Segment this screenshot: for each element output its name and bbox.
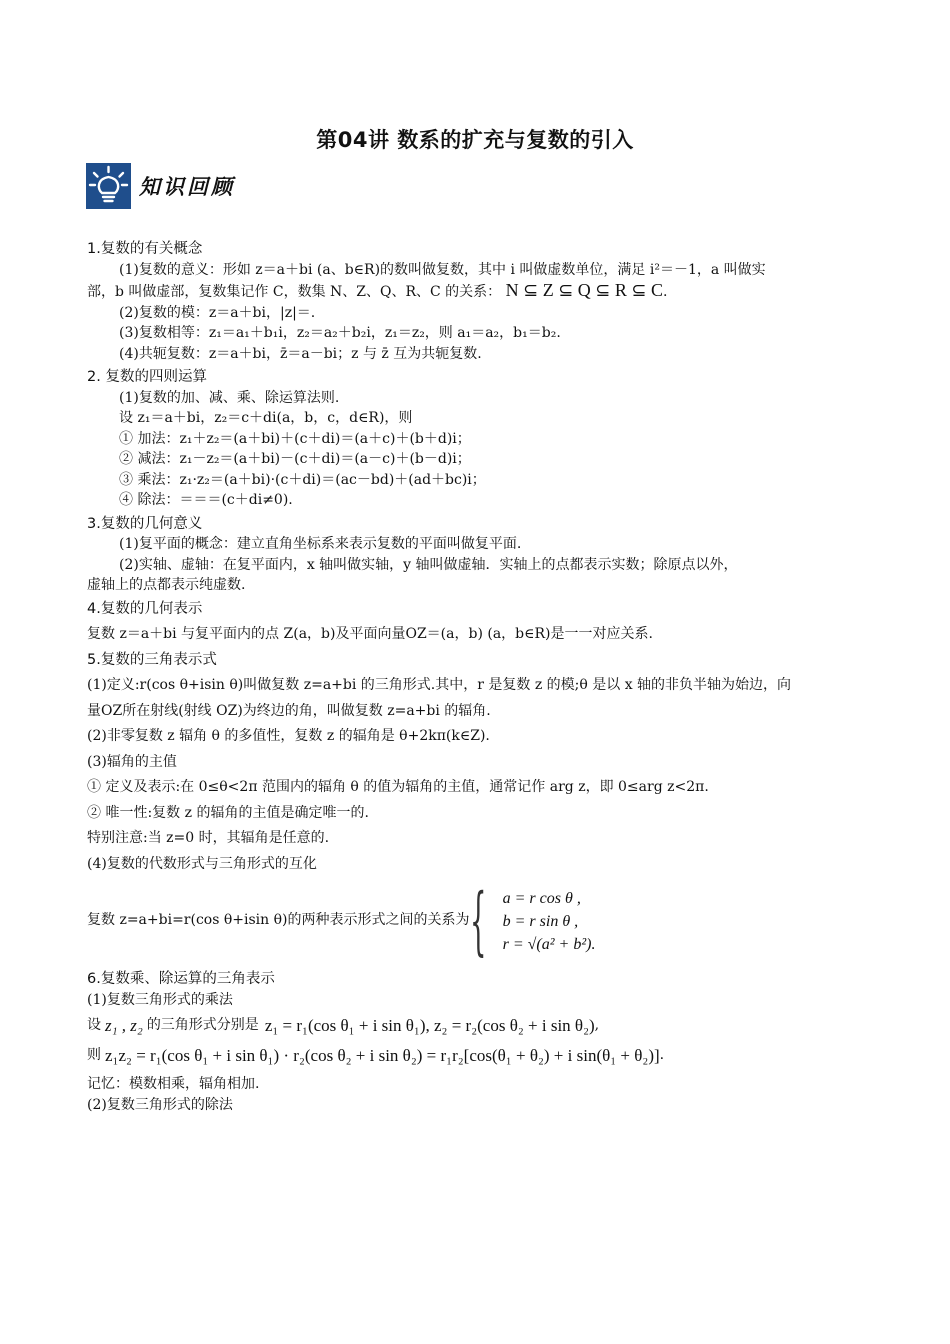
s2-addition: ① 加法：z₁＋z₂＝(a＋bi)＋(c＋di)＝(a＋c)＋(b＋d)i；	[119, 430, 471, 447]
s2-division: ④ 除法：＝＝＝(c＋di≠0).	[119, 492, 293, 508]
equation-a: a = r cos θ ,	[502, 889, 581, 907]
s3-paragraph-2b: 虚轴上的点都表示纯虚数.	[87, 577, 246, 593]
s5-paragraph-4: ① 定义及表示:在 0≤θ<2π 范围内的辐角 θ 的值为辐角的主值，通常记作 arg z，即 0≤arg z<2π.	[87, 779, 709, 795]
s2-subtraction: ② 减法：z₁－z₂＝(a＋bi)－(c＋di)＝(a－c)＋(b－d)i；	[119, 451, 471, 467]
s6-then: 则	[87, 1046, 101, 1063]
s6-product-period: .	[659, 1046, 665, 1063]
section-4-heading: 4.复数的几何表示	[87, 600, 203, 617]
conversion-relation	[87, 878, 867, 964]
s5-paragraph-1a: (1)定义:r(cos θ+isin θ)叫做复数 z=a+bi 的三角形式.其中，r 是复数 z 的模;θ 是以 x 轴的非负半轴为始边，向	[87, 677, 792, 693]
left-brace: {	[469, 878, 487, 964]
s4-paragraph-1: 复数 z＝a＋bi 与复平面内的点 Z(a，b)及平面向量OZ＝(a，b) (a，b∈R)是一一对应关系.	[87, 626, 653, 642]
s5-paragraph-7: (4)复数的代数形式与三角形式的互化	[87, 855, 317, 872]
s5-paragraph-1b: 量OZ所在射线(射线 OZ)为终边的角，叫做复数 z=a+bi 的辐角.	[87, 702, 491, 719]
section-1-heading: 1.复数的有关概念	[87, 241, 203, 257]
banner-label: 知识回顾	[139, 175, 235, 199]
equation-r: r = √(a² + b²).	[502, 935, 596, 953]
s2-multiplication: ③ 乘法：z₁·z₂＝(a＋bi)·(c＋di)＝(ac－bd)＋(ad＋bc)i；	[119, 471, 486, 488]
equation-b: b = r sin θ ,	[502, 912, 579, 930]
section-banner	[86, 162, 235, 210]
s6-paragraph-1: (1)复数三角形式的乘法	[87, 991, 233, 1008]
s6-product-formula: z₁z₂ = r₁(cos θ₁ + i sin θ₁) · r₂(cos θ₂ + i sin θ₂) = r₁r₂[cos(θ₁ + θ₂) + i sin(θ₁ + θ₂)]	[105, 1045, 660, 1065]
s6-trig-label: 的三角形式分别是	[146, 1017, 259, 1033]
s5-paragraph-5: ② 唯一性:复数 z 的辐角的主值是确定唯一的.	[87, 804, 369, 821]
s1-paragraph-1b: 部，b 叫做虚部，复数集记作 C，数集 N、Z、Q、R、C 的关系： N ⊆ Z ⊆ Q ⊆ R ⊆ C.	[87, 280, 668, 300]
s5-paragraph-2: (2)非零复数 z 辐角 θ 的多值性，复数 z 的辐角是 θ+2kπ(k∈Z).	[87, 728, 490, 744]
s6-trig-formula: z₁ = r₁(cos θ₁ + i sin θ₁), z₂ = r₂(cos θ₂ + i sin θ₂)	[264, 1016, 595, 1035]
lightbulb-icon	[86, 163, 131, 209]
s5-paragraph-3: (3)辐角的主值	[87, 753, 177, 770]
content-body	[87, 236, 867, 1116]
number-set-relation: N ⊆ Z ⊆ Q ⊆ R ⊆ C	[505, 280, 663, 300]
s3-paragraph-2a: (2)实轴、虚轴：在复平面内，x 轴叫做实轴，y 轴叫做虚轴．实轴上的点都表示实数；除原点以外，	[119, 556, 738, 573]
s5-paragraph-6: 特别注意:当 z=0 时，其辐角是任意的.	[87, 830, 330, 846]
section-6-heading: 6.复数乘、除运算的三角表示	[87, 971, 275, 987]
s2-paragraph-2: 设 z₁＝a＋bi，z₂＝c＋di(a，b，c，d∈R)，则	[119, 410, 413, 426]
s1-paragraph-1a: (1)复数的意义：形如 z＝a＋bi (a、b∈R)的数叫做复数，其中 i 叫做虚数单位，满足 i²＝－1，a 叫做实	[119, 261, 766, 278]
s1-paragraph-1b-text: 部，b 叫做虚部，复数集记作 C，数集 N、Z、Q、R、C 的关系：	[87, 284, 502, 300]
s3-paragraph-1: (1)复平面的概念：建立直角坐标系来表示复数的平面叫做复平面.	[119, 536, 522, 552]
s6-trig-forms	[87, 1016, 867, 1036]
section-2-heading: 2. 复数的四则运算	[87, 369, 207, 385]
section-5-heading: 5.复数的三角表示式	[87, 651, 217, 668]
s1-paragraph-3: (3)复数相等：z₁＝a₁＋b₁i，z₂＝a₂＋b₂i，z₁＝z₂，则 a₁＝a₂，b₁＝b₂.	[119, 325, 561, 341]
s1-paragraph-4: (4)共轭复数：z＝a＋bi，z̄＝a－bi；z 与 z̄ 互为共轭复数.	[119, 345, 482, 362]
s6-memory-tip: 记忆：模数相乘，辐角相加.	[87, 1076, 260, 1092]
s5-paragraph-8: 复数 z=a+bi=r(cos θ+isin θ)的两种表示形式之间的关系为	[87, 912, 470, 929]
section-3-heading: 3.复数的几何意义	[87, 515, 203, 532]
s1-paragraph-2: (2)复数的模：z＝a＋bi，|z|＝.	[119, 304, 316, 321]
s6-product	[87, 1046, 867, 1066]
s6-z1-z2: z₁ , z₂	[105, 1016, 143, 1035]
page-title: 第04讲 数系的扩充与复数的引入	[316, 128, 634, 152]
s6-division-heading: (2)复数三角形式的除法	[87, 1096, 233, 1113]
s6-let: 设	[87, 1017, 101, 1033]
s6-trig-comma: ,	[594, 1017, 600, 1033]
s2-paragraph-1: (1)复数的加、减、乘、除运算法则.	[119, 389, 340, 406]
equation-system	[503, 887, 596, 956]
